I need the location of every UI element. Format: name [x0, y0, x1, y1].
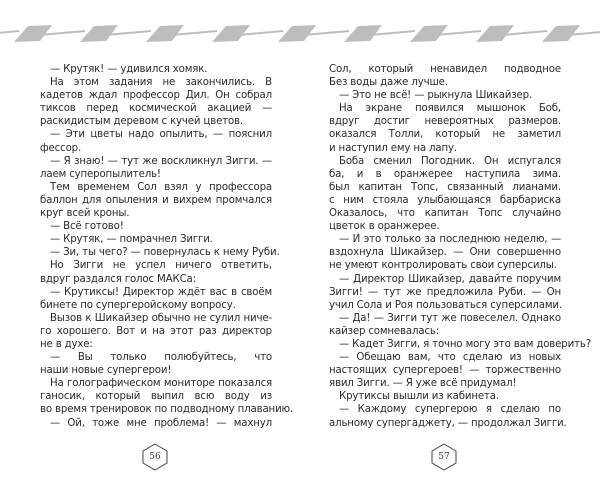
text-line: кайзер сомневалась: [329, 325, 440, 337]
text-line: — Крутяк, — помрачнел Зигги. [50, 234, 213, 246]
text-line: Оказалось, что капитан Топс случайно [329, 208, 561, 220]
text-line: Зигги! — тут же предложила Руби. — Он [329, 286, 561, 298]
text-line: — Всё готово! [50, 221, 124, 233]
zigzag-line [0, 30, 19, 36]
page-right-text [329, 63, 591, 430]
text-line: — Обещаю вам, что сделаю из новых [339, 352, 561, 364]
text-line: круг всей кроны. [40, 208, 130, 220]
text-line: — Крутяк! — удивился хомяк. [50, 64, 208, 75]
page-number-text: 57 [438, 452, 450, 462]
text-line: наши новые супергерои! [40, 365, 172, 377]
text-line: Крутиксы вышли из кабинета. [339, 391, 499, 403]
text-line: лаем суперопылитель! [40, 168, 161, 180]
text-line: явил Зигги. — Я уже всё придумал! [329, 378, 517, 390]
text-line: оказался Толли, который не заметил [329, 129, 561, 141]
text-line: На этом задания не закончились. В [50, 77, 272, 89]
text-line: Боба сменил Погодник. Он испугался [339, 155, 561, 167]
text-line: раскидистым деревом с кучей цветов. [40, 116, 243, 128]
decorative-zigzag-band [0, 20, 600, 50]
text-line: ба, и в оранжерее наступила зима. [329, 168, 561, 180]
text-line: не в духе: [40, 338, 93, 350]
text-line: баллон для опыления и вихрем промчался [40, 194, 272, 206]
text-line: — Кадет Зигги, я точно могу это вам доверить? [339, 338, 591, 350]
text-line: кадетов ждал профессор Дил. Он собрал [40, 90, 272, 102]
text-line: Но Зигги не успел ничего ответить, [50, 260, 272, 272]
text-line: вдруг раздался голос МАКСа: [40, 273, 196, 285]
text-line: Без воды даже лучше. [329, 77, 448, 89]
text-line: — Каждому супергерою я сделаю по [339, 404, 561, 416]
text-line: с ним стояла улыбающаяся барбариска [329, 194, 561, 206]
text-line: фессор. [40, 142, 82, 154]
text-line: — Я знаю! — тут же воскликнул Зигги. — [50, 155, 272, 167]
text-line: настоящих супергероев! — торжественно [329, 365, 561, 377]
text-line: На экране появился мышонок Боб, [339, 103, 561, 115]
text-line: вдруг достиг невероятных размеров. [329, 116, 561, 128]
text-line: — Директор Шикайзер, давайте поручим [339, 273, 561, 285]
text-line: цветок в оранжерее. [329, 221, 440, 233]
text-line: и наступил ему на лапу. [329, 142, 457, 154]
text-line: Тем временем Сол взял у профессора [50, 181, 272, 193]
text-line: На голографическом мониторе показался [50, 378, 272, 390]
page-number-left [140, 442, 170, 472]
text-line: — Это не всё! — рыкнула Шикайзер. [339, 90, 533, 102]
page-number-text: 56 [149, 452, 161, 462]
text-line: — Крутиксы! Директор ждёт вас в своём [50, 286, 272, 298]
text-line: бинете по супергеройскому вопросу. [40, 299, 236, 311]
text-line: Сол, который ненавидел подводное [329, 64, 561, 75]
text-line: во время тренировок по подводному плаванию. [40, 404, 294, 416]
text-line: Вызов к Шикайзер обычно не сулил ниче- [50, 312, 272, 324]
text-line: альному супергаджету, — продолжал Зигги. [329, 417, 567, 429]
text-line: — Ой, тоже мне проблема! — махнул [50, 417, 272, 429]
page-left-text [40, 63, 294, 430]
text-line: учил Сола и Роя пользоваться суперсилами. [329, 299, 562, 311]
text-line: го хорошего. Вот и на этот раз директор [40, 325, 272, 337]
text-line: вздохнула Шикайзер. — Они совершенно [329, 247, 561, 259]
text-line: — Эти цветы надо опылить, — пояснил [50, 129, 272, 141]
page-number-right [429, 442, 459, 472]
text-line: — И это только за последнюю неделю, — [339, 234, 561, 246]
text-line: ганосик, который выпил всю воду из [40, 391, 272, 403]
text-line: тиксов перед космической акацией — [40, 103, 272, 115]
text-line: — Вы только полюбуйтесь, что [50, 352, 272, 364]
text-line: — Да! — Зигги тут же повеселел. Однако [339, 312, 561, 324]
text-line: был капитан Топс, связанный лианами. [329, 181, 561, 193]
text-line: не умеют контролировать свои суперсилы. [329, 260, 557, 272]
text-line: — Зи, ты чего? — повернулась к нему Руби. [50, 247, 280, 259]
